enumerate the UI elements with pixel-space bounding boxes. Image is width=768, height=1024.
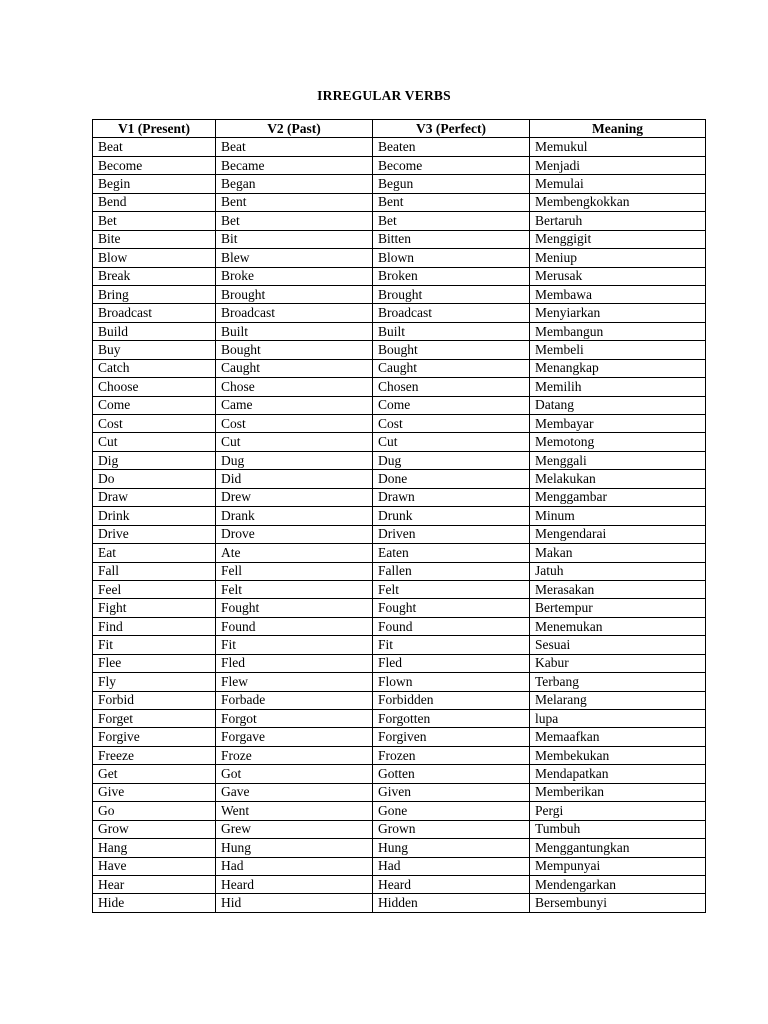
cell-v1-present: Drive — [93, 525, 216, 543]
cell-v3-perfect: Caught — [373, 359, 530, 377]
cell-meaning: Bertaruh — [530, 212, 706, 230]
cell-v2-past: Forbade — [216, 691, 373, 709]
cell-v3-perfect: Forgotten — [373, 710, 530, 728]
cell-v3-perfect: Forgiven — [373, 728, 530, 746]
cell-v2-past: Drew — [216, 488, 373, 506]
cell-meaning: Menjadi — [530, 156, 706, 174]
cell-v2-past: Bet — [216, 212, 373, 230]
cell-meaning: Mendapatkan — [530, 765, 706, 783]
cell-meaning: Membengkokkan — [530, 193, 706, 211]
cell-v2-past: Broadcast — [216, 304, 373, 322]
table-row — [93, 875, 706, 893]
cell-v3-perfect: Drunk — [373, 507, 530, 525]
table-row — [93, 728, 706, 746]
cell-meaning: Melakukan — [530, 470, 706, 488]
cell-v1-present: Do — [93, 470, 216, 488]
cell-v3-perfect: Gotten — [373, 765, 530, 783]
cell-v2-past: Forgave — [216, 728, 373, 746]
cell-v2-past: Blew — [216, 249, 373, 267]
table-row — [93, 673, 706, 691]
cell-v3-perfect: Become — [373, 156, 530, 174]
table-row — [93, 230, 706, 248]
cell-v3-perfect: Bought — [373, 341, 530, 359]
cell-meaning: Makan — [530, 544, 706, 562]
cell-meaning: Sesuai — [530, 636, 706, 654]
cell-v2-past: Froze — [216, 746, 373, 764]
cell-v2-past: Grew — [216, 820, 373, 838]
table-row — [93, 746, 706, 764]
cell-v2-past: Drank — [216, 507, 373, 525]
cell-v2-past: Forgot — [216, 710, 373, 728]
cell-v3-perfect: Hung — [373, 839, 530, 857]
cell-meaning: Jatuh — [530, 562, 706, 580]
cell-v1-present: Forgive — [93, 728, 216, 746]
cell-meaning: Bertempur — [530, 599, 706, 617]
cell-meaning: Merasakan — [530, 580, 706, 598]
cell-v3-perfect: Bitten — [373, 230, 530, 248]
table-row — [93, 470, 706, 488]
cell-meaning: Minum — [530, 507, 706, 525]
cell-v1-present: Dig — [93, 451, 216, 469]
cell-v1-present: Cut — [93, 433, 216, 451]
page-title: IRREGULAR VERBS — [317, 88, 451, 103]
table-row — [93, 156, 706, 174]
cell-v2-past: Fit — [216, 636, 373, 654]
cell-meaning: Menggambar — [530, 488, 706, 506]
cell-v1-present: Forget — [93, 710, 216, 728]
cell-v3-perfect: Hidden — [373, 894, 530, 912]
cell-v2-past: Heard — [216, 875, 373, 893]
cell-v1-present: Fall — [93, 562, 216, 580]
cell-meaning: Datang — [530, 396, 706, 414]
cell-meaning: Membekukan — [530, 746, 706, 764]
table-row — [93, 193, 706, 211]
cell-v1-present: Draw — [93, 488, 216, 506]
cell-meaning: Meniup — [530, 249, 706, 267]
cell-v1-present: Eat — [93, 544, 216, 562]
table-row — [93, 488, 706, 506]
table-row — [93, 396, 706, 414]
cell-v1-present: Begin — [93, 175, 216, 193]
cell-v3-perfect: Felt — [373, 580, 530, 598]
cell-v2-past: Bought — [216, 341, 373, 359]
cell-meaning: Menggigit — [530, 230, 706, 248]
table-row — [93, 415, 706, 433]
cell-v1-present: Broadcast — [93, 304, 216, 322]
cell-v3-perfect: Broadcast — [373, 304, 530, 322]
cell-v2-past: Beat — [216, 138, 373, 156]
table-row — [93, 249, 706, 267]
cell-v3-perfect: Broken — [373, 267, 530, 285]
cell-v2-past: Had — [216, 857, 373, 875]
table-row — [93, 378, 706, 396]
cell-v1-present: Become — [93, 156, 216, 174]
cell-v1-present: Bite — [93, 230, 216, 248]
cell-v3-perfect: Found — [373, 617, 530, 635]
cell-v1-present: Drink — [93, 507, 216, 525]
cell-meaning: Mempunyai — [530, 857, 706, 875]
cell-v1-present: Hide — [93, 894, 216, 912]
cell-v1-present: Buy — [93, 341, 216, 359]
cell-v1-present: Fit — [93, 636, 216, 654]
cell-v2-past: Brought — [216, 285, 373, 303]
cell-v1-present: Go — [93, 802, 216, 820]
cell-meaning: Menggali — [530, 451, 706, 469]
cell-v1-present: Bring — [93, 285, 216, 303]
table-row — [93, 341, 706, 359]
cell-v1-present: Break — [93, 267, 216, 285]
cell-v1-present: Catch — [93, 359, 216, 377]
cell-v1-present: Freeze — [93, 746, 216, 764]
table-row — [93, 267, 706, 285]
cell-v3-perfect: Fit — [373, 636, 530, 654]
cell-v2-past: Dug — [216, 451, 373, 469]
cell-v3-perfect: Cost — [373, 415, 530, 433]
table-row — [93, 894, 706, 912]
cell-v3-perfect: Had — [373, 857, 530, 875]
cell-v1-present: Feel — [93, 580, 216, 598]
cell-meaning: Terbang — [530, 673, 706, 691]
cell-v2-past: Drove — [216, 525, 373, 543]
cell-v1-present: Hear — [93, 875, 216, 893]
table-row — [93, 783, 706, 801]
header-v2-past: V2 (Past) — [216, 120, 373, 138]
table-row — [93, 857, 706, 875]
table-row — [93, 617, 706, 635]
cell-meaning: Membawa — [530, 285, 706, 303]
table-row — [93, 285, 706, 303]
cell-v3-perfect: Bet — [373, 212, 530, 230]
cell-meaning: Memilih — [530, 378, 706, 396]
cell-v3-perfect: Flown — [373, 673, 530, 691]
table-row — [93, 433, 706, 451]
cell-v2-past: Found — [216, 617, 373, 635]
cell-v2-past: Hid — [216, 894, 373, 912]
cell-meaning: Membeli — [530, 341, 706, 359]
table-row — [93, 544, 706, 562]
header-v1-present: V1 (Present) — [93, 120, 216, 138]
cell-meaning: Mendengarkan — [530, 875, 706, 893]
table-row — [93, 212, 706, 230]
table-row — [93, 451, 706, 469]
cell-v3-perfect: Given — [373, 783, 530, 801]
cell-meaning: Memberikan — [530, 783, 706, 801]
table-body — [93, 138, 706, 912]
cell-meaning: Mengendarai — [530, 525, 706, 543]
cell-v1-present: Grow — [93, 820, 216, 838]
cell-meaning: lupa — [530, 710, 706, 728]
cell-v2-past: Cost — [216, 415, 373, 433]
cell-v3-perfect: Drawn — [373, 488, 530, 506]
cell-v3-perfect: Forbidden — [373, 691, 530, 709]
cell-meaning: Menyiarkan — [530, 304, 706, 322]
table-row — [93, 599, 706, 617]
cell-meaning: Menangkap — [530, 359, 706, 377]
cell-meaning: Tumbuh — [530, 820, 706, 838]
cell-v2-past: Bent — [216, 193, 373, 211]
table-header-row — [93, 120, 706, 138]
cell-v2-past: Fled — [216, 654, 373, 672]
table-row — [93, 654, 706, 672]
cell-meaning: Pergi — [530, 802, 706, 820]
cell-v1-present: Flee — [93, 654, 216, 672]
cell-v2-past: Caught — [216, 359, 373, 377]
cell-v3-perfect: Fought — [373, 599, 530, 617]
cell-v3-perfect: Fallen — [373, 562, 530, 580]
table-row — [93, 562, 706, 580]
cell-v2-past: Felt — [216, 580, 373, 598]
cell-v1-present: Have — [93, 857, 216, 875]
cell-v3-perfect: Heard — [373, 875, 530, 893]
table-row — [93, 710, 706, 728]
table-row — [93, 304, 706, 322]
irregular-verbs-table — [92, 119, 706, 913]
table-row — [93, 765, 706, 783]
cell-v1-present: Bet — [93, 212, 216, 230]
cell-v3-perfect: Built — [373, 322, 530, 340]
cell-meaning: Menemukan — [530, 617, 706, 635]
table-row — [93, 636, 706, 654]
cell-v1-present: Blow — [93, 249, 216, 267]
cell-v3-perfect: Fled — [373, 654, 530, 672]
cell-meaning: Memotong — [530, 433, 706, 451]
cell-v1-present: Come — [93, 396, 216, 414]
cell-v1-present: Choose — [93, 378, 216, 396]
table-row — [93, 839, 706, 857]
table-row — [93, 322, 706, 340]
cell-v2-past: Came — [216, 396, 373, 414]
table-row — [93, 507, 706, 525]
cell-meaning: Memaafkan — [530, 728, 706, 746]
cell-v2-past: Hung — [216, 839, 373, 857]
cell-v3-perfect: Dug — [373, 451, 530, 469]
cell-v2-past: Became — [216, 156, 373, 174]
header-v3-perfect: V3 (Perfect) — [373, 120, 530, 138]
cell-v2-past: Ate — [216, 544, 373, 562]
cell-meaning: Bersembunyi — [530, 894, 706, 912]
cell-v3-perfect: Gone — [373, 802, 530, 820]
table-row — [93, 138, 706, 156]
cell-v1-present: Get — [93, 765, 216, 783]
cell-v2-past: Chose — [216, 378, 373, 396]
cell-v2-past: Bit — [216, 230, 373, 248]
cell-v2-past: Began — [216, 175, 373, 193]
cell-v3-perfect: Begun — [373, 175, 530, 193]
cell-meaning: Menggantungkan — [530, 839, 706, 857]
cell-v3-perfect: Come — [373, 396, 530, 414]
cell-v3-perfect: Brought — [373, 285, 530, 303]
cell-meaning: Memukul — [530, 138, 706, 156]
cell-meaning: Melarang — [530, 691, 706, 709]
table-row — [93, 359, 706, 377]
cell-v3-perfect: Frozen — [373, 746, 530, 764]
cell-v2-past: Flew — [216, 673, 373, 691]
cell-v3-perfect: Cut — [373, 433, 530, 451]
cell-v3-perfect: Bent — [373, 193, 530, 211]
cell-v2-past: Got — [216, 765, 373, 783]
cell-v1-present: Fly — [93, 673, 216, 691]
cell-v2-past: Fought — [216, 599, 373, 617]
cell-v2-past: Broke — [216, 267, 373, 285]
cell-v2-past: Gave — [216, 783, 373, 801]
cell-v1-present: Beat — [93, 138, 216, 156]
cell-v2-past: Built — [216, 322, 373, 340]
cell-v3-perfect: Grown — [373, 820, 530, 838]
cell-v3-perfect: Driven — [373, 525, 530, 543]
cell-v3-perfect: Chosen — [373, 378, 530, 396]
cell-meaning: Memulai — [530, 175, 706, 193]
cell-v3-perfect: Eaten — [373, 544, 530, 562]
table-row — [93, 525, 706, 543]
cell-v1-present: Cost — [93, 415, 216, 433]
table-row — [93, 802, 706, 820]
cell-v1-present: Build — [93, 322, 216, 340]
cell-v1-present: Bend — [93, 193, 216, 211]
table-row — [93, 691, 706, 709]
cell-meaning: Membayar — [530, 415, 706, 433]
cell-v1-present: Fight — [93, 599, 216, 617]
cell-meaning: Merusak — [530, 267, 706, 285]
cell-v2-past: Did — [216, 470, 373, 488]
cell-v3-perfect: Done — [373, 470, 530, 488]
cell-v1-present: Find — [93, 617, 216, 635]
cell-v3-perfect: Beaten — [373, 138, 530, 156]
cell-meaning: Membangun — [530, 322, 706, 340]
header-meaning: Meaning — [530, 120, 706, 138]
cell-v1-present: Forbid — [93, 691, 216, 709]
cell-v2-past: Went — [216, 802, 373, 820]
table-row — [93, 820, 706, 838]
cell-v3-perfect: Blown — [373, 249, 530, 267]
cell-v2-past: Fell — [216, 562, 373, 580]
cell-v1-present: Hang — [93, 839, 216, 857]
table-row — [93, 175, 706, 193]
cell-v2-past: Cut — [216, 433, 373, 451]
cell-meaning: Kabur — [530, 654, 706, 672]
cell-v1-present: Give — [93, 783, 216, 801]
table-row — [93, 580, 706, 598]
